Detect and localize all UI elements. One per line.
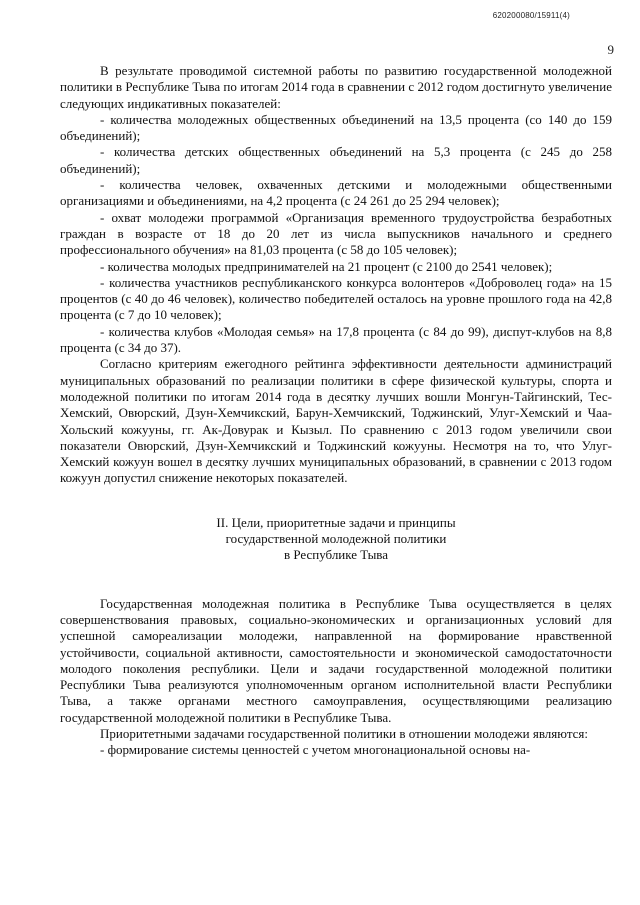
indicator-item: - количества молодежных общественных объединений на 13,5 процента (со 140 до 159 объединений); (60, 111, 612, 144)
rating-paragraph: Согласно критериям ежегодного рейтинга эффективности деятельности администраций муниципальных образований по реализации политики в сфере физической культуры, спорта и молодежной политики по итогам 2014 года в десятку лучших вошли Монгун-Тайгинский, Тес-Хемский, Овюрский, Дзун-Хемчикский, Барун-Хемчикский, Тоджинский, Улуг-Хемский и Чаа-Хольский кожууны, гг. Ак-Довурак и Кызыл. По сравнению с 2013 годом увеличили свои показатели Овюрский, Дзун-Хемчикский и Тоджинский кожууны. Несмотря на то, что Улуг-Хемский кожуун вошел в десятку лучших муниципальных образований, в сравнении с 2013 годом кожуун допустил снижение некоторых показателей. (60, 356, 612, 486)
intro-paragraph: В результате проводимой системной работы по развитию государственной молодежной политики в Республике Тыва по итогам 2014 года в сравнении с 2012 годом достигнуто увеличение следующих индикативных показателей: (60, 63, 612, 111)
section-paragraph: Приоритетными задачами государственной политики в отношении молодежи являются: (100, 725, 589, 741)
section-heading-line: в Республике Тыва (283, 547, 389, 563)
section-heading-line: государственной молодежной политики (225, 531, 447, 547)
section-paragraph: Государственная молодежная политика в Республике Тыва осуществляется в целях совершенствования правовых, социально-экономических и организационных условий для успешной самореализации молодежи, направленной на формирование нравственной устойчивости, социальной активности, самостоятельности и экономической самодостаточности молодого поколения республики. Цели и задачи государственной молодежной политики Республики Тыва реализуются уполномоченным органом исполнительной власти Республики Тыва, а также органами местного самоуправления, осуществляющими реализацию государственной молодежной политики в Республике Тыва. (60, 595, 612, 725)
document-id: 620200080/15911(4) (492, 11, 570, 20)
indicator-item: - охват молодежи программой «Организация временного трудоустройства безработных граждан в возрасте от 18 до 20 лет из числа выпускников начального и среднего профессионального обучения» на 81,03 процента (с 58 до 105 человек); (60, 209, 612, 258)
indicator-item: - количества детских общественных объединений на 5,3 процента (с 245 до 258 объединений); (60, 144, 612, 176)
indicator-item: - количества человек, охваченных детскими и молодежными общественными организациями и объединениями, на 4,2 процента (с 24 261 до 25 294 человек); (60, 177, 612, 209)
indicator-item: - количества молодых предпринимателей на 21 процент (с 2100 до 2541 человек); (100, 258, 553, 274)
page-body (60, 63, 612, 759)
section-heading-line: II. Цели, приоритетные задачи и принципы (216, 514, 456, 530)
indicator-item: - количества клубов «Молодая семья» на 17,8 процента (с 84 до 99), диспут-клубов на 8,8 процента (с 34 до 37). (60, 323, 612, 356)
section-paragraph: - формирование системы ценностей с учетом многонациональной основы на- (100, 742, 531, 758)
indicator-item: - количества участников республиканского конкурса волонтеров «Доброволец года» на 15 процентов (с 40 до 46 человек), количество победителей осталось на уровне прошлого года на 42,8 процента (с 7 до 10 человек); (60, 274, 612, 323)
section-heading (60, 515, 612, 564)
page-number: 9 (607, 42, 614, 57)
